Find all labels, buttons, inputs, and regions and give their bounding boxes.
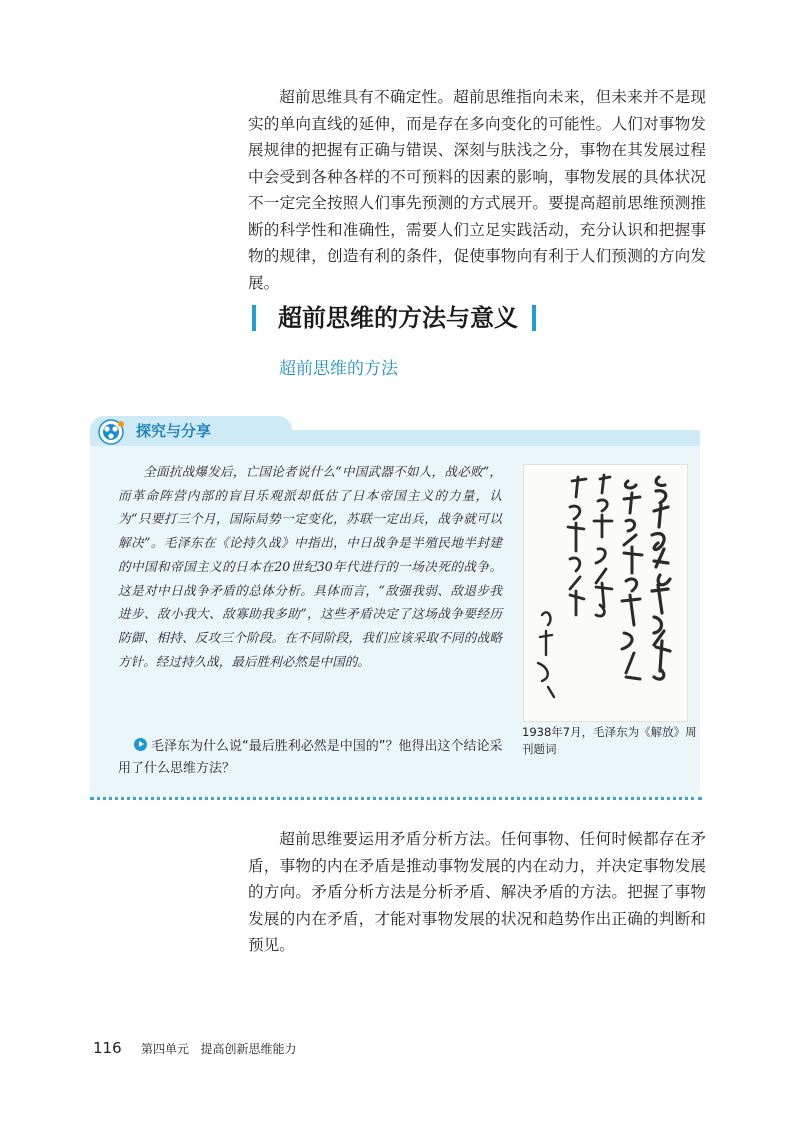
unit-title: 第四单元 提高创新思维能力 <box>141 1042 297 1056</box>
image-caption: 1938年7月，毛泽东为《解放》周刊题词 <box>522 725 697 756</box>
explore-share-icon <box>96 418 126 446</box>
discussion-question <box>118 736 506 780</box>
explore-text: 全面抗战爆发后，亡国论者说什么“中国武器不如人，战必败”，而革命阵营内部的盲目乐观派却低估了日本帝国主义的力量，认为“只要打三个月，国际局势一定变化，苏联一定出兵，战争就可以解决”。毛泽东在《论持久战》中指出，中日战争是半殖民地半封建的中国和帝国主义的日本在20世纪30年代进行的一场决死的战争。这是对中日战争矛盾的总体分析。具体而言，“敌强我弱、敌退步我进步、敌小我大、敌寡助我多助”，这些矛盾决定了这场战争要经历防御、相持、反攻三个阶段。在不同阶段，我们应该采取不同的战略方针。经过持久战，最后胜利必然是中国的。 <box>118 464 502 669</box>
explore-label: 探究与分享 <box>136 422 212 440</box>
calligraphy-image <box>523 464 688 722</box>
body-paragraph-bottom: 超前思维要运用矛盾分析方法。任何事物、任何时候都存在矛盾，事物的内在矛盾是推动事物发展的内在动力，并决定事物发展的方向。矛盾分析方法是分析矛盾、解决矛盾的方法。把握了事物发展的内在矛盾，才能对事物发展的状况和趋势作出正确的判断和预见。 <box>248 830 706 954</box>
page-number: 116 <box>93 1039 122 1057</box>
heading-bar-left <box>252 305 256 331</box>
section-heading <box>248 300 548 336</box>
play-arrow-icon <box>134 738 147 751</box>
question-text: 毛泽东为什么说“最后胜利必然是中国的”？他得出这个结论采用了什么思维方法？ <box>118 739 503 776</box>
explore-bottom-border <box>90 797 702 800</box>
body-paragraph-top: 超前思维具有不确定性。超前思维指向未来，但未来并不是现实的单向直线的延伸，而是存在多向变化的可能性。人们对事物发展规律的把握有正确与错误、深刻与肤浅之分，事物在其发展过程中会受到各种各样的不可预料的因素的影响，事物发展的具体状况不一定完全按照人们事先预测的方式展开。要提高超前思维预测推断的科学性和准确性，需要人们立足实践活动，充分认识和把握事物的规律，创造有利的条件，促使事物向有利于人们预测的方向发展。 <box>248 88 706 292</box>
subsection-title: 超前思维的方法 <box>279 359 398 379</box>
section-title: 超前思维的方法与意义 <box>278 304 518 332</box>
heading-bar-right <box>532 305 536 331</box>
